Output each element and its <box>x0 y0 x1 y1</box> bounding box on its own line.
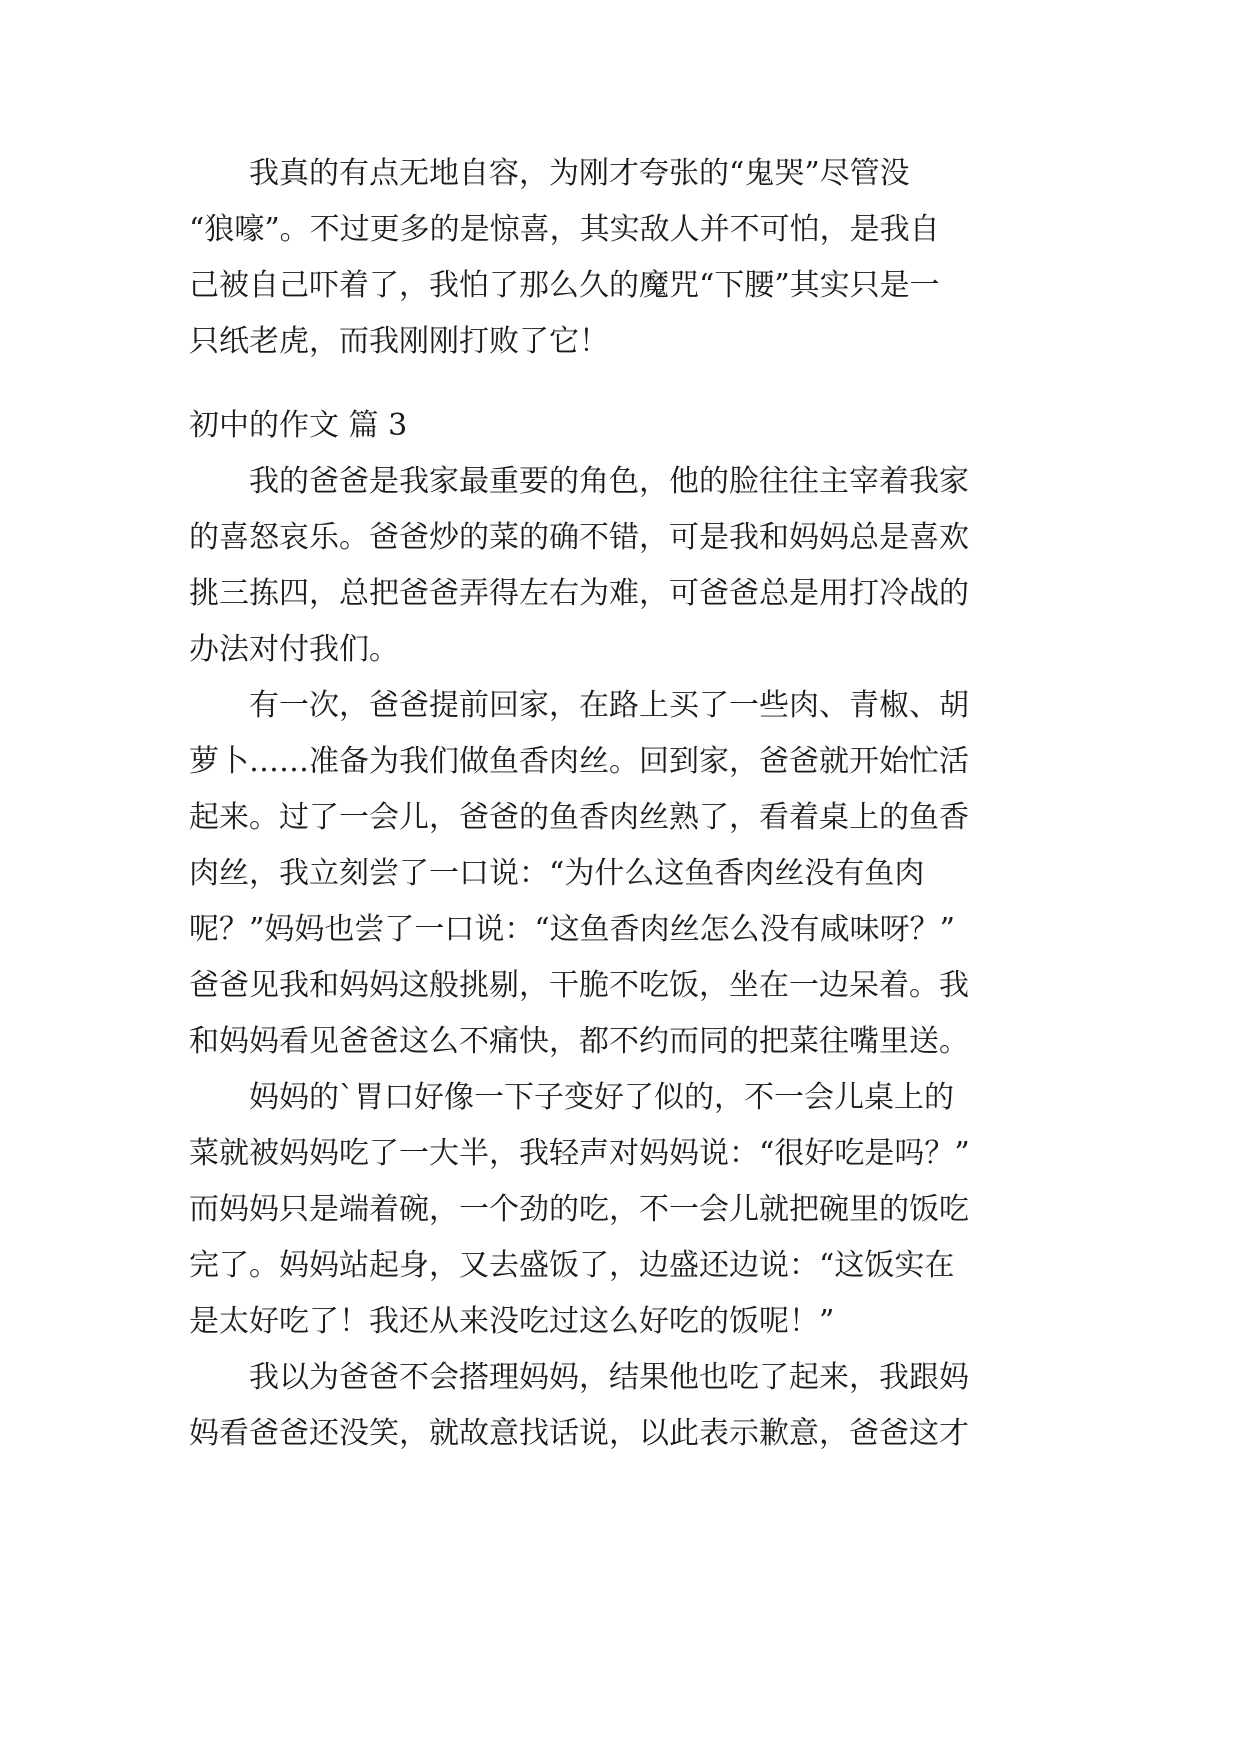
section-heading: 初中的作文 篇 3 <box>189 408 408 443</box>
paragraph-line: 挑三拣四，总把爸爸弄得左右为难，可爸爸总是用打冷战的 <box>189 576 969 611</box>
paragraph-line: 只纸老虎，而我刚刚打败了它！ <box>189 324 609 359</box>
paragraph-line: 办法对付我们。 <box>189 632 399 667</box>
paragraph-line: 和妈妈看见爸爸这么不痛快，都不约而同的把菜往嘴里送。 <box>189 1024 969 1059</box>
paragraph-line: 完了。妈妈站起身，又去盛饭了，边盛还边说：“这饭实在 <box>189 1248 955 1283</box>
paragraph-line: 起来。过了一会儿，爸爸的鱼香肉丝熟了，看着桌上的鱼香 <box>189 800 969 835</box>
paragraph-line: 我以为爸爸不会搭理妈妈，结果他也吃了起来，我跟妈 <box>249 1360 969 1395</box>
paragraph-line: 萝卜……准备为我们做鱼香肉丝。回到家，爸爸就开始忙活 <box>189 744 969 779</box>
paragraph-line: 是太好吃了！我还从来没吃过这么好吃的饭呢！” <box>189 1304 835 1339</box>
paragraph-line: 妈妈的`胃口好像一下子变好了似的，不一会儿桌上的 <box>249 1080 954 1115</box>
paragraph-line: 肉丝，我立刻尝了一口说：“为什么这鱼香肉丝没有鱼肉 <box>189 856 925 891</box>
paragraph-line: 己被自己吓着了，我怕了那么久的魔咒“下腰”其实只是一 <box>189 268 940 303</box>
paragraph-line: 妈看爸爸还没笑，就故意找话说，以此表示歉意，爸爸这才 <box>189 1416 969 1451</box>
paragraph-line: 菜就被妈妈吃了一大半，我轻声对妈妈说：“很好吃是吗？” <box>189 1136 970 1171</box>
paragraph-line: 的喜怒哀乐。爸爸炒的菜的确不错，可是我和妈妈总是喜欢 <box>189 520 969 555</box>
paragraph-line: 爸爸见我和妈妈这般挑剔，干脆不吃饭，坐在一边呆着。我 <box>189 968 969 1003</box>
paragraph-line: “狼嚎”。不过更多的是惊喜，其实敌人并不可怕，是我自 <box>189 212 940 247</box>
paragraph-line: 而妈妈只是端着碗，一个劲的吃，不一会儿就把碗里的饭吃 <box>189 1192 969 1227</box>
paragraph-line: 有一次，爸爸提前回家，在路上买了一些肉、青椒、胡 <box>249 688 969 723</box>
paragraph-line: 呢？”妈妈也尝了一口说：“这鱼香肉丝怎么没有咸味呀？” <box>189 912 956 947</box>
paragraph-line: 我的爸爸是我家最重要的角色，他的脸往往主宰着我家 <box>249 464 969 499</box>
paragraph-line: 我真的有点无地自容，为刚才夸张的“鬼哭”尽管没 <box>249 156 910 191</box>
